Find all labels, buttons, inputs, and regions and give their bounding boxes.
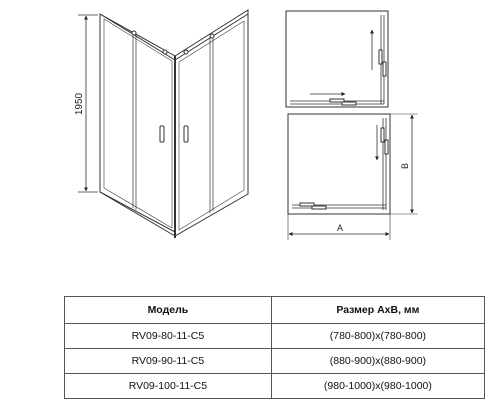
cell-size: (980-1000)x(980-1000) [271, 374, 484, 399]
header-model: Модель [65, 297, 272, 324]
plan-view-closed [286, 11, 388, 107]
header-size: Размер AxB, мм [271, 297, 484, 324]
cell-size: (780-800)x(780-800) [271, 324, 484, 349]
depth-label: B [400, 162, 410, 170]
table-row [65, 324, 485, 349]
right-door-panel [175, 10, 248, 236]
width-dimension [288, 214, 390, 240]
left-door-panel [100, 14, 175, 236]
cell-model: RV09-90-11-C5 [65, 349, 272, 374]
spec-table [64, 296, 485, 399]
cell-size: (880-900)x(880-900) [271, 349, 484, 374]
cell-model: RV09-100-11-C5 [65, 374, 272, 399]
height-label: 1950 [74, 92, 85, 116]
table-row [65, 349, 485, 374]
front-view [74, 10, 248, 238]
plan-view-dimensions [288, 114, 418, 240]
right-handle-icon [184, 126, 188, 142]
depth-dimension [390, 114, 418, 214]
left-handle-icon [160, 126, 164, 142]
cell-model: RV09-80-11-C5 [65, 324, 272, 349]
height-dimension [74, 15, 98, 192]
table-row [65, 374, 485, 399]
width-label: A [336, 223, 344, 233]
table-header-row [65, 297, 485, 324]
